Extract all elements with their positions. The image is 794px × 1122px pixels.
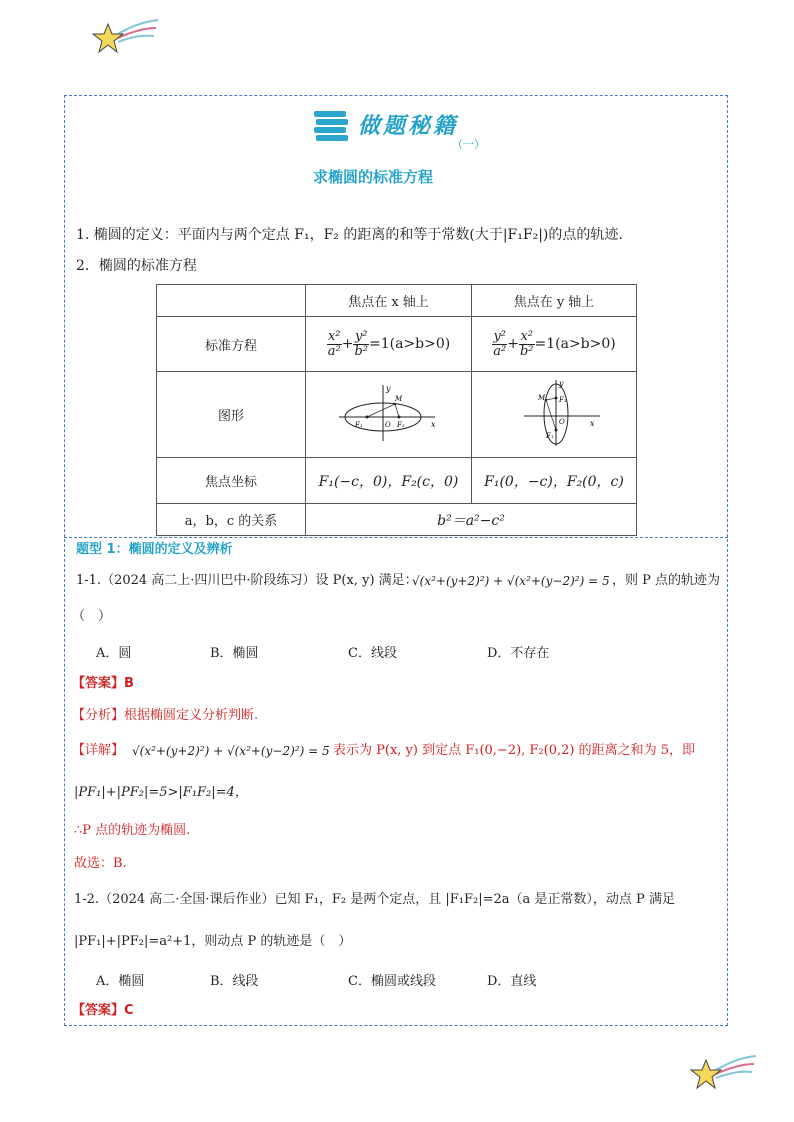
q2-option-c: C．椭圆或线段 — [348, 974, 436, 989]
equation-y-cell: $\frac{\text{y²}}{\text{a²}}$ + $\frac{\text{x²}}{\text{b²}}$ =1(a>b>0) — [472, 317, 637, 372]
star-icon — [88, 16, 160, 60]
svg-text:F₂: F₂ — [396, 420, 405, 429]
row-label-relation: a，b，c 的关系 — [157, 504, 306, 536]
ellipse-y-graph — [504, 378, 604, 448]
q2-option-a: A．椭圆 — [96, 974, 145, 989]
svg-text:O: O — [559, 417, 565, 426]
banner-title: 做题秘籍 — [358, 113, 459, 139]
star-icon — [686, 1052, 758, 1096]
q2-line2: |PF₁|+|PF₂|=a²+1，则动点 P 的轨迹是（ ） — [74, 934, 352, 949]
q1-option-c: C．线段 — [348, 646, 397, 661]
q1-option-d: D．不存在 — [487, 646, 550, 661]
focus-x-cell: F₁(−c，0)，F₂(c，0) — [306, 458, 472, 504]
q1-detail-text: 表示为 P(x, y) 到定点 F₁(0,−2), F₂(0,2) 的距离之和为 5，即 — [333, 743, 696, 758]
q2-option-b: B．线段 — [210, 974, 259, 989]
q1-detail-label: 【详解】 — [72, 743, 125, 758]
row-label-focus: 焦点坐标 — [157, 458, 306, 504]
ellipse-standard-table — [156, 284, 637, 536]
svg-text:F₁: F₁ — [546, 431, 554, 440]
table-corner-cell — [157, 285, 306, 317]
svg-text:F₂: F₂ — [559, 395, 567, 404]
svg-text:x: x — [430, 419, 436, 429]
svg-text:M: M — [394, 394, 402, 403]
svg-text:M: M — [538, 393, 546, 402]
graph-x-cell — [306, 372, 472, 458]
equation-y-condition: =1(a>b>0) — [534, 335, 616, 352]
svg-text:x: x — [590, 418, 595, 428]
topic-title: 求椭圆的标准方程 — [313, 168, 434, 186]
q1-paren: （ ） — [72, 609, 112, 624]
q1-formula: √(x²+(y+2)²) + √(x²+(y−2)²) = 5 — [412, 574, 610, 588]
q2-line1: 1-2.（2024 高二·全国·课后作业）已知 F₁，F₂ 是两个定点，且 |F₁F₂|=2a（a 是正常数），动点 P 满足 — [74, 892, 675, 907]
book-stack-icon — [312, 108, 350, 142]
graph-y-cell — [472, 372, 637, 458]
q1-option-b: B．椭圆 — [210, 646, 259, 661]
table-header-y: 焦点在 y 轴上 — [472, 285, 637, 317]
table-header-x: 焦点在 x 轴上 — [306, 285, 472, 317]
q1-answer: 【答案】B — [72, 676, 134, 691]
theory-item-2: 2．椭圆的标准方程 — [76, 258, 197, 274]
section-title: 题型 1：椭圆的定义及辨析 — [76, 542, 233, 557]
relation-cell: b²＝a²−c² — [306, 504, 637, 536]
q1-option-a: A．圆 — [96, 646, 132, 661]
svg-text:y: y — [385, 383, 391, 393]
equation-x-condition: =1(a>b>0) — [369, 335, 451, 352]
svg-text:F₁: F₁ — [354, 420, 363, 429]
q1-suffix: ，则 P 点的轨迹为 — [612, 573, 721, 588]
section-divider — [64, 537, 728, 538]
q1-detail-formula: √(x²+(y+2)²) + √(x²+(y−2)²) = 5 — [132, 744, 330, 758]
q2-option-d: D．直线 — [487, 974, 537, 989]
q1-analysis: 【分析】根据椭圆定义分析判断. — [72, 708, 259, 723]
banner-subtitle: （一） — [452, 138, 485, 151]
equation-x-cell: $\frac{\text{x²}}{\text{a²}}$ + $\frac{\text{y²}}{\text{b²}}$ =1(a>b>0) — [306, 317, 472, 372]
row-label-graph: 图形 — [157, 372, 306, 458]
q2-answer: 【答案】C — [72, 1003, 134, 1018]
q1-choice: 故选：B. — [74, 856, 127, 871]
ellipse-x-graph — [339, 383, 439, 443]
row-label-equation: 标准方程 — [157, 317, 306, 372]
theory-item-1: 1. 椭圆的定义：平面内与两个定点 F₁，F₂ 的距离的和等于常数(大于|F₁F₂|)的点的轨迹. — [76, 227, 623, 243]
q1-detail-line2: |PF₁|+|PF₂|=5>|F₁F₂|=4， — [74, 785, 248, 800]
q1-detail-line3: ∴P 点的轨迹为椭圆. — [74, 823, 191, 838]
svg-text:y: y — [559, 378, 564, 388]
focus-y-cell: F₁(0，−c)，F₂(0，c) — [472, 458, 637, 504]
svg-text:O: O — [384, 420, 391, 429]
q1-prefix: 1-1.（2024 高二上·四川巴中·阶段练习）设 P(x, y) 满足： — [76, 573, 418, 588]
